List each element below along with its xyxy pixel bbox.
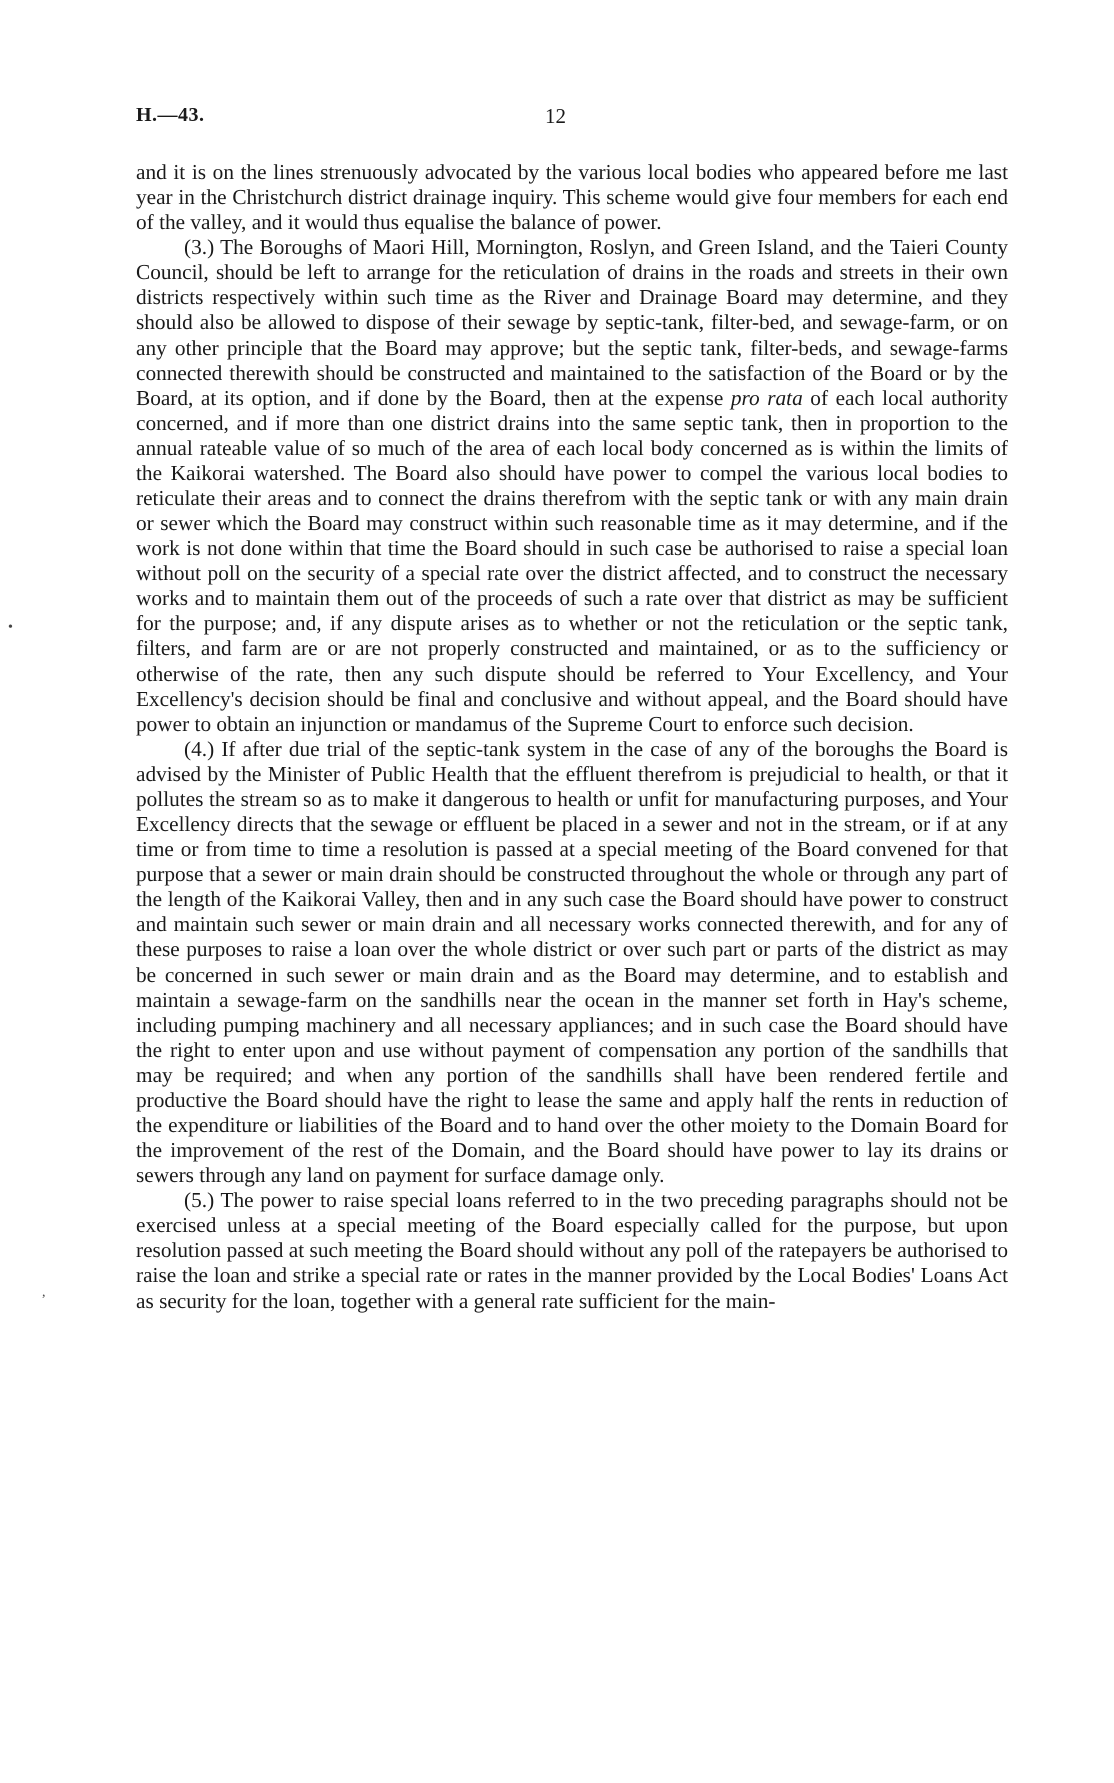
paragraph-3-text-before: (3.) The Boroughs of Maori Hill, Mornington, Roslyn, and Green Island, and the Taieri County Council, should be left to arrange for the reticulation of drains in the roads and streets in their own districts respectively within such time as the River and Drainage Board may determine, and they should also be allowed to dispose of their sewage by septic-tank, filter-bed, and sewage-farm, or on any other principle that the Board may approve; but the septic tank, filter-beds, and sewage-farms connected therewith should be constructed and maintained to the satisfaction of the Board or by the Board, at its option, and if done by the Board, then at the expense xyxy=(136,235,1008,410)
margin-scan-mark: • xyxy=(8,620,13,635)
paragraph-3 xyxy=(136,235,1008,737)
paragraph-3-text-after: of each local authority concerned, and if more than one district drains into the same septic tank, then in proportion to the annual rateable value of so much of the area of each local body concerned as is within the limits of the Kaikorai watershed. The Board also should have power to compel the various local bodies to reticulate their areas and to connect the drains therefrom with the septic tank or with any main drain or sewer which the Board may construct within such reasonable time as it may determine, and if the work is not done within that time the Board should in such case be authorised to raise a special loan without poll on the security of a special rate over the district affected, and to construct the necessary works and to maintain them out of the proceeds of such a rate over that district as may be sufficient for the purpose; and, if any dispute arises as to whether or not the reticulation or the septic tank, filters, and farm are or are not properly constructed and maintained, or as to the sufficiency or otherwise of the rate, then any such dispute should be referred to Your Excellency, and Your Excellency's decision should be final and conclusive and without appeal, and the Board should have power to obtain an injunction or mandamus of the Supreme Court to enforce such decision. xyxy=(136,385,1008,736)
paragraph-continuation: and it is on the lines strenuously advocated by the various local bodies who appeared before me last year in the Christchurch district drainage inquiry. This scheme would give four members for each end of the valley, and it would thus equalise the balance of power. xyxy=(136,160,1008,235)
margin-scan-mark: , xyxy=(42,1285,46,1300)
page-number: 12 xyxy=(545,104,566,128)
paragraph-3-emphasis: pro rata xyxy=(730,385,803,410)
paragraph-5: (5.) The power to raise special loans referred to in the two preceding paragraphs should not be exercised unless at a special meeting of the Board especially called for the purpose, but upon resolution passed at such meeting the Board should without any poll of the ratepayers be authorised to raise the loan and strike a special rate or rates in the manner provided by the Local Bodies' Loans Act as security for the loan, together with a general rate sufficient for the main- xyxy=(136,1188,1008,1313)
page-header xyxy=(136,104,1006,134)
paragraph-4: (4.) If after due trial of the septic-tank system in the case of any of the boroughs the Board is advised by the Minister of Public Health that the effluent therefrom is prejudicial to health, or that it pollutes the stream so as to make it dangerous to health or unfit for manufacturing purposes, and Your Excellency directs that the sewage or effluent be placed in a sewer and not in the stream, or if at any time or from time to time a resolution is passed at a special meeting of the Board convened for that purpose that a sewer or main drain should be constructed throughout the whole or through any part of the length of the Kaikorai Valley, then and in any such case the Board should have power to construct and maintain such sewer or main drain and all necessary works connected therewith, and for any of these purposes to raise a loan over the whole district or over such part or parts of the district as may be concerned in such sewer or main drain and as the Board may determine, and to establish and maintain a sewage-farm on the sandhills near the ocean in the manner set forth in Hay's scheme, including pumping machinery and all necessary appliances; and in such case the Board should have the right to enter upon and use without payment of compensation any portion of the sandhills that may be required; and when any portion of the sandhills shall have been rendered fertile and productive the Board should have the right to lease the same and apply half the rents in reduction of the expenditure or liabilities of the Board and to hand over the other moiety to the Domain Board for the improvement of the rest of the Domain, and the Board should have power to lay its drains or sewers through any land on payment for surface damage only. xyxy=(136,736,1008,1188)
body-text xyxy=(136,160,1008,1314)
document-reference: H.—43. xyxy=(136,104,205,126)
